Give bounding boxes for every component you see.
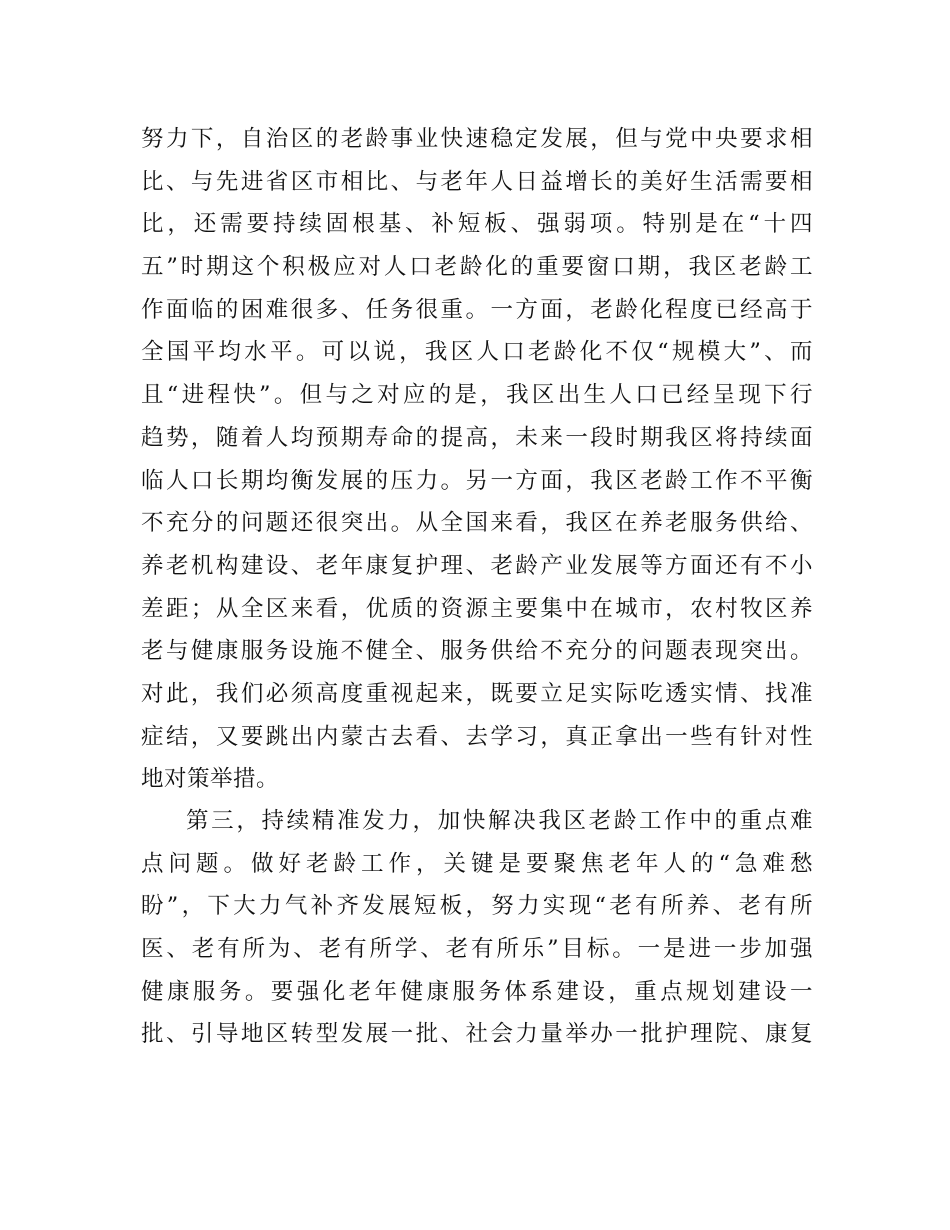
paragraph-line: 且“进程快”。但与之对应的是，我区出生人口已经呈现下行 — [141, 382, 813, 409]
paragraph-line: 对此，我们必须高度重视起来，既要立足实际吃透实情、找准 — [141, 680, 813, 707]
paragraph-2 — [141, 800, 813, 1056]
paragraph-line: 全国平均水平。可以说，我区人口老龄化不仅“规模大”、而 — [141, 339, 813, 366]
paragraph-line: 点问题。做好老龄工作，关键是要聚焦老年人的“急难愁 — [141, 850, 813, 877]
paragraph-line: 第三，持续精准发力，加快解决我区老龄工作中的重点难 — [186, 808, 813, 834]
paragraph-line: 比、与先进省区市相比、与老年人日益增长的美好生活需要相 — [141, 168, 813, 195]
paragraph-line: 地对策举措。 — [141, 766, 280, 793]
paragraph-line: 比，还需要持续固根基、补短板、强弱项。特别是在“十四 — [141, 211, 813, 238]
paragraph-line: 老与健康服务设施不健全、服务供给不充分的问题表现突出。 — [141, 638, 813, 665]
paragraph-line: 养老机构建设、老年康复护理、老龄产业发展等方面还有不小 — [141, 552, 813, 579]
paragraph-line: 趋势，随着人均预期寿命的提高，未来一段时期我区将持续面 — [141, 424, 813, 451]
paragraph-1 — [141, 118, 813, 801]
paragraph-line: 五”时期这个积极应对人口老龄化的重要窗口期，我区老龄工 — [141, 254, 813, 281]
paragraph-line: 医、老有所为、老有所学、老有所乐”目标。一是进一步加强 — [141, 936, 813, 963]
paragraph-line: 作面临的困难很多、任务很重。一方面，老龄化程度已经高于 — [141, 296, 813, 323]
paragraph-line: 差距；从全区来看，优质的资源主要集中在城市，农村牧区养 — [141, 595, 813, 622]
paragraph-line: 临人口长期均衡发展的压力。另一方面，我区老龄工作不平衡 — [141, 467, 813, 494]
paragraph-line: 盼”，下大力气补齐发展短板，努力实现“老有所养、老有所 — [141, 893, 813, 920]
paragraph-line: 症结，又要跳出内蒙古去看、去学习，真正拿出一些有针对性 — [141, 723, 813, 750]
paragraph-line: 批、引导地区转型发展一批、社会力量举办一批护理院、康复 — [141, 1021, 813, 1048]
paragraph-line: 努力下，自治区的老龄事业快速稳定发展，但与党中央要求相 — [141, 126, 813, 152]
paragraph-line: 健康服务。要强化老年健康服务体系建设，重点规划建设一 — [141, 978, 813, 1005]
paragraph-line: 不充分的问题还很突出。从全国来看，我区在养老服务供给、 — [141, 510, 813, 537]
